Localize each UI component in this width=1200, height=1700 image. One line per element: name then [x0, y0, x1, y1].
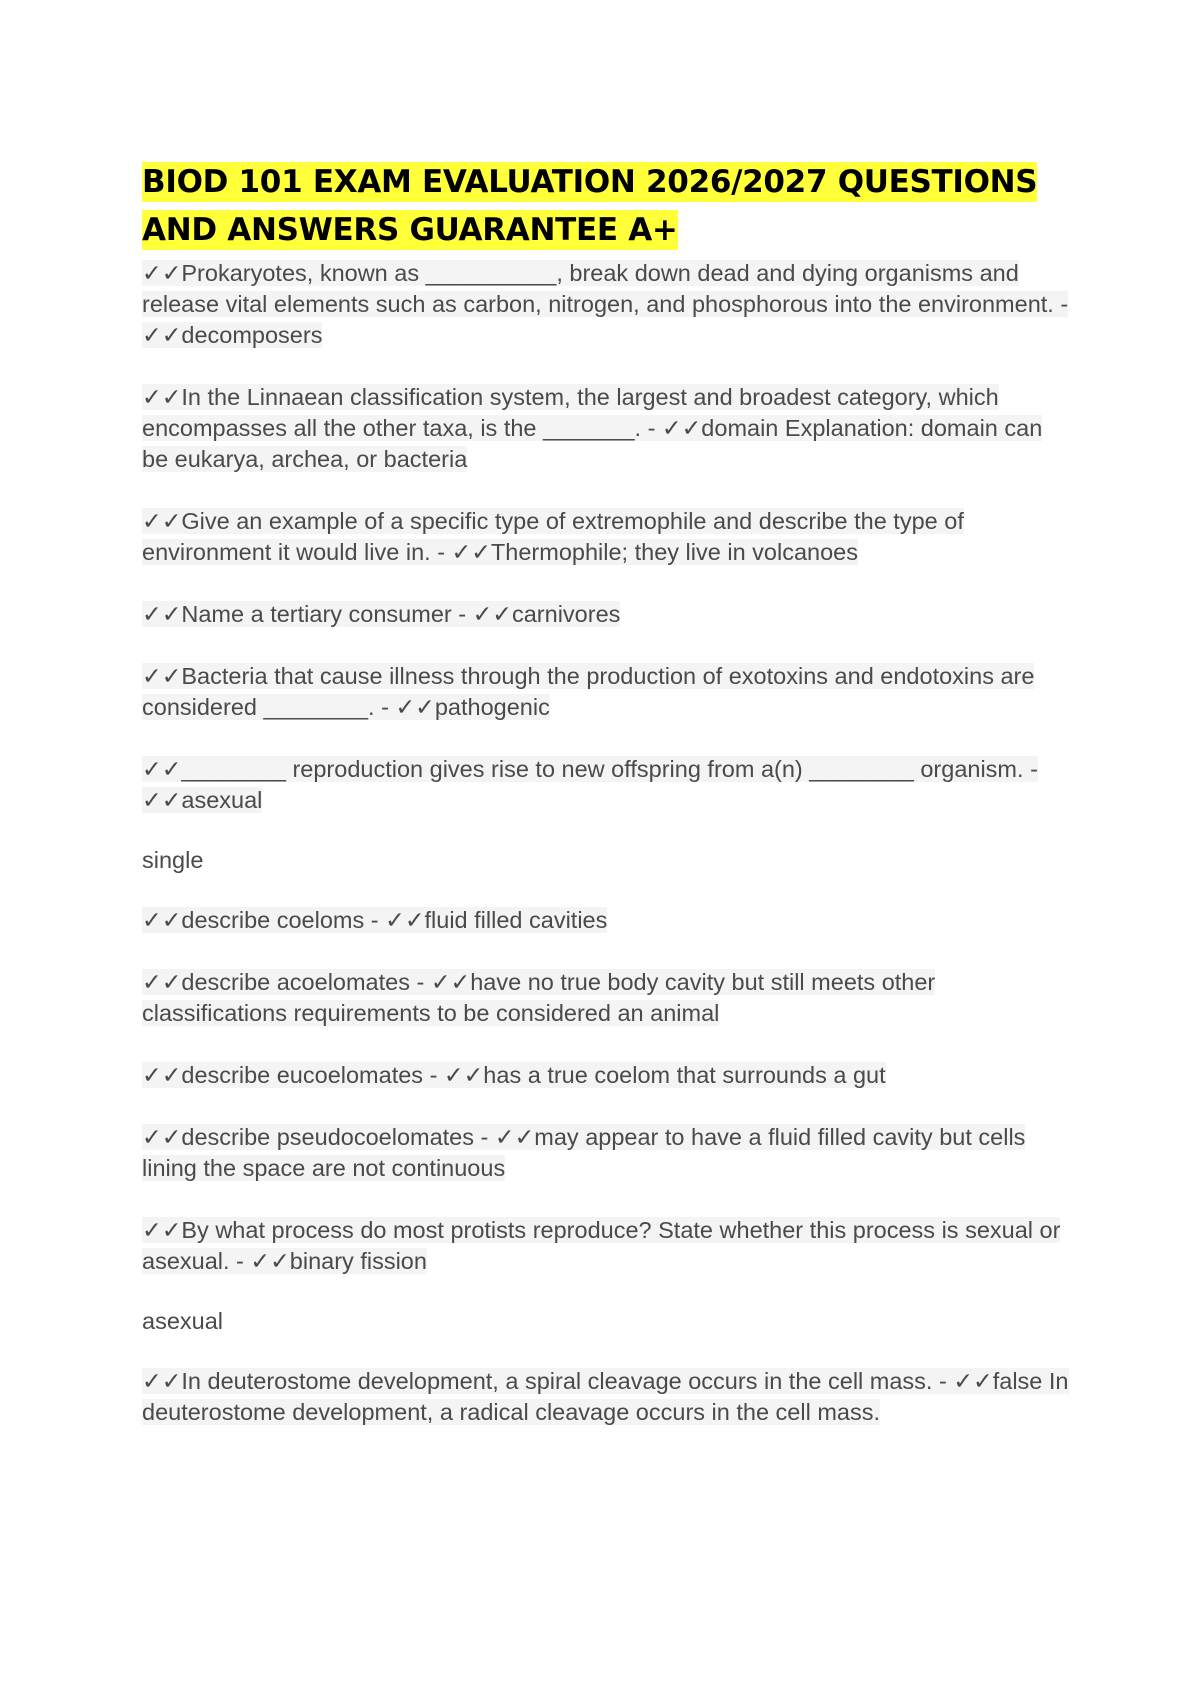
qa-item-9	[142, 1060, 1072, 1091]
qa-item-8	[142, 967, 1072, 1029]
qa-text: ✓✓Name a tertiary consumer - ✓✓carnivores	[142, 601, 621, 627]
qa-text: ✓✓________ reproduction gives rise to new offspring from a(n) ________ organism. - ✓✓asexual	[142, 756, 1038, 813]
qa-text: ✓✓describe acoelomates - ✓✓have no true body cavity but still meets other classifications requirements to be considered an animal	[142, 969, 936, 1026]
qa-text: ✓✓In the Linnaean classification system, the largest and broadest category, which encompasses all the other taxa, is the _______. - ✓✓domain Explanation: domain can be eukarya, archea, or bacteria	[142, 384, 1043, 472]
qa-text: ✓✓Bacteria that cause illness through the production of exotoxins and endotoxins are considered ________. - ✓✓pathogenic	[142, 663, 1035, 720]
qa-item-11	[142, 1215, 1072, 1277]
qa-text: ✓✓By what process do most protists reproduce? State whether this process is sexual or asexual. - ✓✓binary fission	[142, 1217, 1061, 1274]
qa-item-6-extra: single	[142, 847, 204, 873]
qa-item-2	[142, 382, 1072, 475]
qa-item-10	[142, 1122, 1072, 1184]
qa-item-12	[142, 1366, 1072, 1428]
qa-text: ✓✓In deuterostome development, a spiral cleavage occurs in the cell mass. - ✓✓false In deuterostome development, a radical cleavage occurs in the cell mass.	[142, 1368, 1069, 1425]
qa-text: ✓✓describe pseudocoelomates - ✓✓may appear to have a fluid filled cavity but cells lining the space are not continuous	[142, 1124, 1026, 1181]
qa-text: ✓✓Give an example of a specific type of extremophile and describe the type of environment it would live in. - ✓✓Thermophile; they live in volcanoes	[142, 508, 964, 565]
qa-item-7	[142, 905, 1072, 936]
document-title-line-1: BIOD 101 EXAM EVALUATION 2026/2027 QUESTIONS	[142, 164, 1038, 200]
document-title-line-2: AND ANSWERS GUARANTEE A+	[142, 212, 678, 248]
document-page	[142, 158, 1072, 1459]
qa-item-5	[142, 661, 1072, 723]
qa-text: ✓✓Prokaryotes, known as __________, break down dead and dying organisms and release vital elements such as carbon, nitrogen, and phosphorous into the environment. - ✓✓decomposers	[142, 260, 1069, 348]
qa-item-6	[142, 754, 1072, 816]
qa-item-4	[142, 599, 1072, 630]
qa-item-3	[142, 506, 1072, 568]
qa-item-11-extra: asexual	[142, 1308, 223, 1334]
qa-item-1	[142, 258, 1072, 351]
qa-text: ✓✓describe eucoelomates - ✓✓has a true coelom that surrounds a gut	[142, 1062, 886, 1088]
qa-text: ✓✓describe coeloms - ✓✓fluid filled cavities	[142, 907, 608, 933]
document-title	[142, 158, 1072, 254]
